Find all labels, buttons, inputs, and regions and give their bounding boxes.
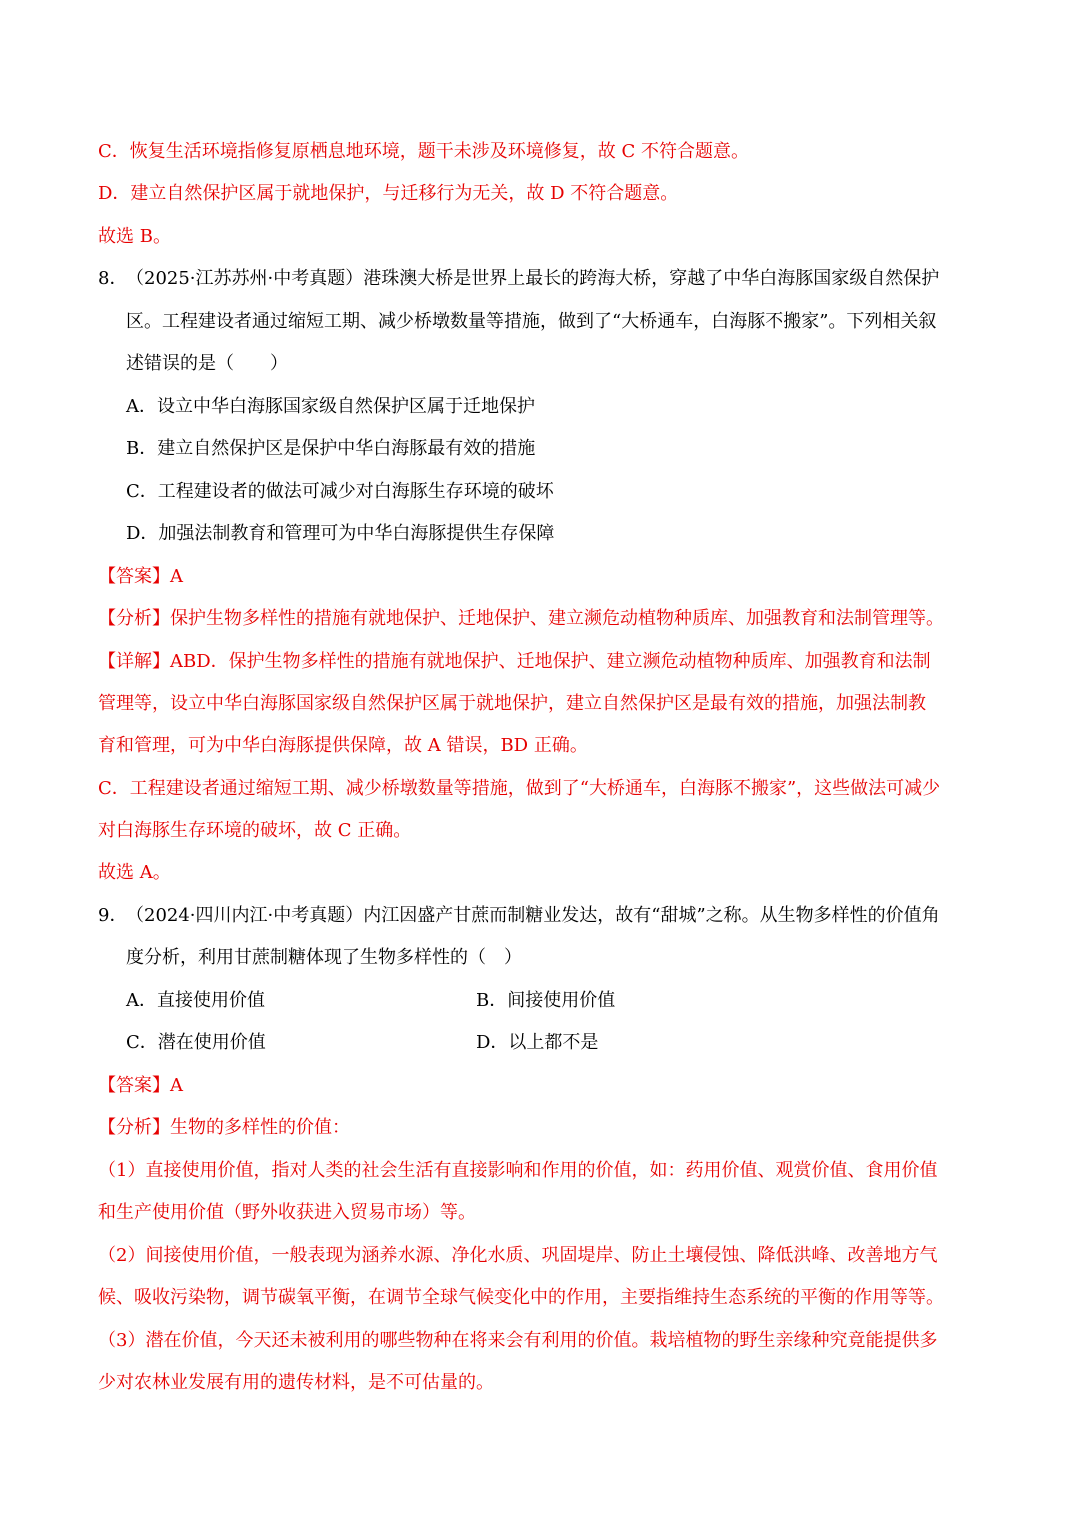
question-8-detail-line3: 育和管理，可为中华白海豚提供保障，故 A 错误，BD 正确。 [98, 735, 588, 756]
question-8-stem-line3: 述错误的是（ ） [126, 353, 288, 374]
question-8-option-d: D．加强法制教育和管理可为中华白海豚提供生存保障 [126, 523, 555, 544]
question-8-option-c-explanation-line2: 对白海豚生存环境的破坏，故 C 正确。 [98, 820, 412, 841]
question-9-option-d: D．以上都不是 [476, 1032, 599, 1053]
question-8-detail-line2: 管理等，设立中华白海豚国家级自然保护区属于就地保护，建立自然保护区是最有效的措施，加强法制教 [98, 693, 926, 714]
question-8-option-c-explanation-line1: C．工程建设者通过缩短工期、减少桥墩数量等措施，做到了“大桥通车，白海豚不搬家”，这些做法可减少 [98, 778, 941, 799]
question-9-point3-line1: （3）潜在价值，今天还未被利用的哪些物种在将来会有利用的价值。栽培植物的野生亲缘种究竟能提供多 [98, 1330, 938, 1351]
prev-final-choice: 故选 B。 [98, 226, 171, 247]
question-9-option-c: C．潜在使用价值 [126, 1032, 266, 1053]
question-9-stem-line2: 度分析，利用甘蔗制糖体现了生物多样性的（ ） [126, 947, 522, 968]
question-8-stem-line2: 区。工程建设者通过缩短工期、减少桥墩数量等措施，做到了“大桥通车，白海豚不搬家”。下列相关叙 [126, 311, 937, 332]
question-9-option-b: B．间接使用价值 [476, 990, 616, 1011]
question-8-detail-line1: 【详解】ABD．保护生物多样性的措施有就地保护、迁地保护、建立濒危动植物种质库、加强教育和法制 [98, 651, 931, 672]
question-9-point3-line2: 少对农林业发展有用的遗传材料，是不可估量的。 [98, 1372, 494, 1393]
question-9-point2-line2: 候、吸收污染物，调节碳氧平衡，在调节全球气候变化中的作用，主要指维持生态系统的平衡的作用等等。 [98, 1287, 944, 1308]
question-9-point1-line1: （1）直接使用价值，指对人类的社会生活有直接影响和作用的价值，如：药用价值、观赏价值、食用价值 [98, 1160, 938, 1181]
question-8-stem-line1: 8． （2025·江苏苏州·中考真题）港珠澳大桥是世界上最长的跨海大桥，穿越了中华白海豚国家级自然保护 [98, 264, 984, 294]
question-9-stem-line1: 9． （2024·四川内江·中考真题）内江因盛产甘蔗而制糖业发达，故有“甜城”之称。从生物多样性的价值角 [98, 901, 984, 931]
question-8-option-c: C．工程建设者的做法可减少对白海豚生存环境的破坏 [126, 481, 554, 502]
prev-option-c-explanation: C．恢复生活环境指修复原栖息地环境，题干未涉及环境修复，故 C 不符合题意。 [98, 141, 749, 162]
question-9-option-a: A．直接使用价值 [126, 990, 265, 1011]
question-9-point1-line2: 和生产使用价值（野外收获进入贸易市场）等。 [98, 1202, 476, 1223]
question-8-option-a: A．设立中华白海豚国家级自然保护区属于迁地保护 [126, 396, 535, 417]
question-8-final-choice: 故选 A。 [98, 862, 171, 883]
question-9-point2-line1: （2）间接使用价值，一般表现为涵养水源、净化水质、巩固堤岸、防止土壤侵蚀、降低洪峰、改善地方气 [98, 1245, 938, 1266]
question-8-number: 8． [98, 268, 128, 289]
question-8-analysis: 【分析】保护生物多样性的措施有就地保护、迁地保护、建立濒危动植物种质库、加强教育和法制管理等。 [98, 608, 944, 629]
question-9-number: 9． [98, 905, 128, 926]
prev-option-d-explanation: D．建立自然保护区属于就地保护，与迁移行为无关，故 D 不符合题意。 [98, 183, 679, 204]
question-8-answer: 【答案】A [98, 566, 183, 587]
question-9-analysis: 【分析】生物的多样性的价值： [98, 1117, 350, 1138]
question-9-answer: 【答案】A [98, 1075, 183, 1096]
question-8-option-b: B．建立自然保护区是保护中华白海豚最有效的措施 [126, 438, 536, 459]
